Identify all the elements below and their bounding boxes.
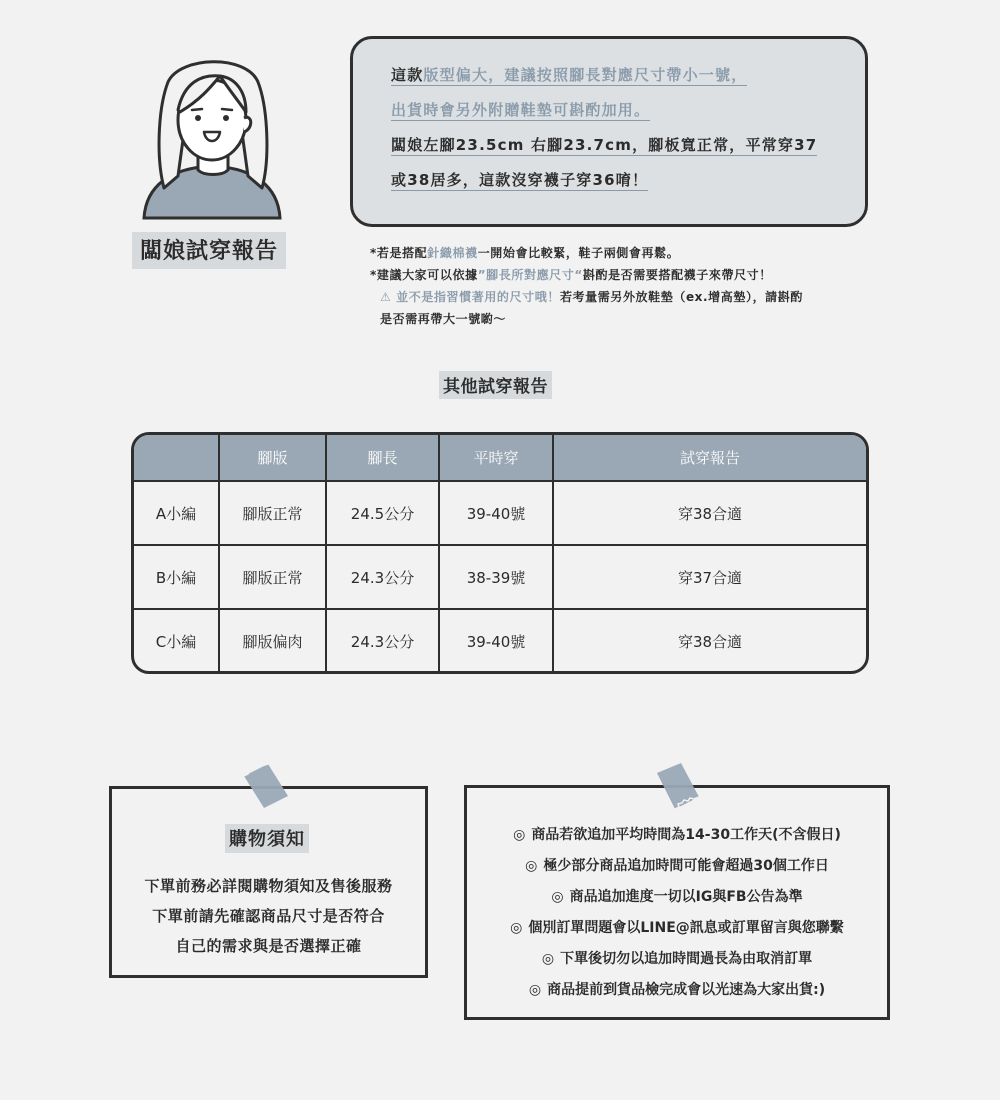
note-text: ”腳長所對應尺寸“ [477,268,583,282]
speech-row [391,135,865,170]
table-header-cell [134,435,219,481]
shopping-notice-title: 購物須知 [225,824,309,853]
policy-text: 商品追加進度一切以IG與FB公告為準 [569,889,803,905]
speech-line [391,100,650,121]
speech-text: 版型偏大，建議按照腳長對應尺寸帶小一號， [423,66,748,84]
table-cell: 穿38合適 [553,481,866,545]
policy-text: 商品若欲追加平均時間為14-30工作天(不含假日) [531,827,841,843]
policy-line [467,975,887,1006]
table-cell: 24.5公分 [326,481,439,545]
policy-line [467,820,887,851]
table-cell: 38-39號 [439,545,553,609]
speech-text: 闆娘左腳23.5cm 右腳23.7cm，腳板寬正常，平常穿37 [391,136,818,154]
speech-row [391,100,865,135]
table-cell: 39-40號 [439,481,553,545]
table-cell: B小編 [134,545,219,609]
table-header-cell: 腳版 [219,435,326,481]
policy-line [467,913,887,944]
note-line [370,242,860,264]
note-text: 一開始會比較緊，鞋子兩側會再鬆。 [477,246,680,260]
notice-line: 自己的需求與是否選擇正確 [175,937,362,955]
table-header-cell: 平時穿 [439,435,553,481]
bullet-icon: ◎ [541,951,555,967]
policy-line [467,851,887,882]
table-cell: 24.3公分 [326,609,439,673]
table-cell: 腳版正常 [219,545,326,609]
note-line [370,308,860,330]
note-line [370,264,860,286]
policy-line [467,882,887,913]
table-cell: 39-40號 [439,609,553,673]
speech-line [391,135,817,156]
owner-speech-box [350,36,868,227]
order-policy-lines [467,820,887,1006]
speech-line [391,65,747,86]
table-cell: 24.3公分 [326,545,439,609]
speech-row [391,65,865,100]
speech-text: 出貨時會另外附贈鞋墊可斟酌加用。 [391,101,651,119]
avatar-illustration [140,48,285,220]
policy-text: 商品提前到貨品檢完成會以光速為大家出貨:) [547,982,826,998]
table-cell: 穿38合適 [553,609,866,673]
bullet-icon: ◎ [551,889,564,905]
speech-line [391,170,648,191]
note-text: 針織棉襪 [427,246,478,260]
policy-text: 極少部分商品追加時間可能會超過30個工作日 [543,858,829,874]
shopping-notice-lines [112,871,425,961]
note-text: ⚠ 並不是指習慣著用的尺寸哦！ [380,290,560,304]
note-text: *建議大家可以依據 [370,268,478,282]
tape-decoration-right [655,761,701,811]
note-line [370,286,860,308]
table-cell: A小編 [134,481,219,545]
fitting-notes [370,242,860,330]
speech-text: 或38居多，這款沒穿襪子穿36唷！ [391,171,649,189]
tape-decoration-left [242,762,290,810]
table-cell: 腳版正常 [219,481,326,545]
shopping-notice-box [109,786,428,978]
note-text: 是否需再帶大一號喲～ [380,312,507,326]
notice-line: 下單前請先確認商品尺寸是否符合 [152,907,385,925]
notice-line: 下單前務必詳閱購物須知及售後服務 [144,877,393,895]
owner-report-title: 闆娘試穿報告 [132,232,286,269]
policy-line [467,944,887,975]
table-header-cell: 腳長 [326,435,439,481]
table-row [134,609,866,673]
table-row [134,545,866,609]
bullet-icon: ◎ [528,982,542,998]
speech-text: 這款 [391,66,424,84]
bullet-icon: ◎ [510,920,523,936]
bullet-icon: ◎ [525,858,538,874]
table-header-row [134,435,866,481]
note-text: 斟酌是否需要搭配襪子來帶尺寸！ [582,268,772,282]
table-header-cell: 試穿報告 [553,435,866,481]
policy-text: 下單後切勿以追加時間過長為由取消訂單 [560,951,813,967]
table-cell: 腳版偏肉 [219,609,326,673]
order-policy-box [464,785,890,1020]
policy-text: 個別訂單問題會以LINE@訊息或訂單留言與您聯繫 [528,920,844,936]
table-cell: C小編 [134,609,219,673]
note-text: *若是搭配 [370,246,428,260]
other-reports-title: 其他試穿報告 [439,371,552,399]
bullet-icon: ◎ [513,827,526,843]
speech-row [391,170,865,205]
note-text: 若考量需另外放鞋墊（ex.增高墊），請斟酌 [559,290,803,304]
fitting-report-table [131,432,869,674]
table-cell: 穿37合適 [553,545,866,609]
table-row [134,481,866,545]
